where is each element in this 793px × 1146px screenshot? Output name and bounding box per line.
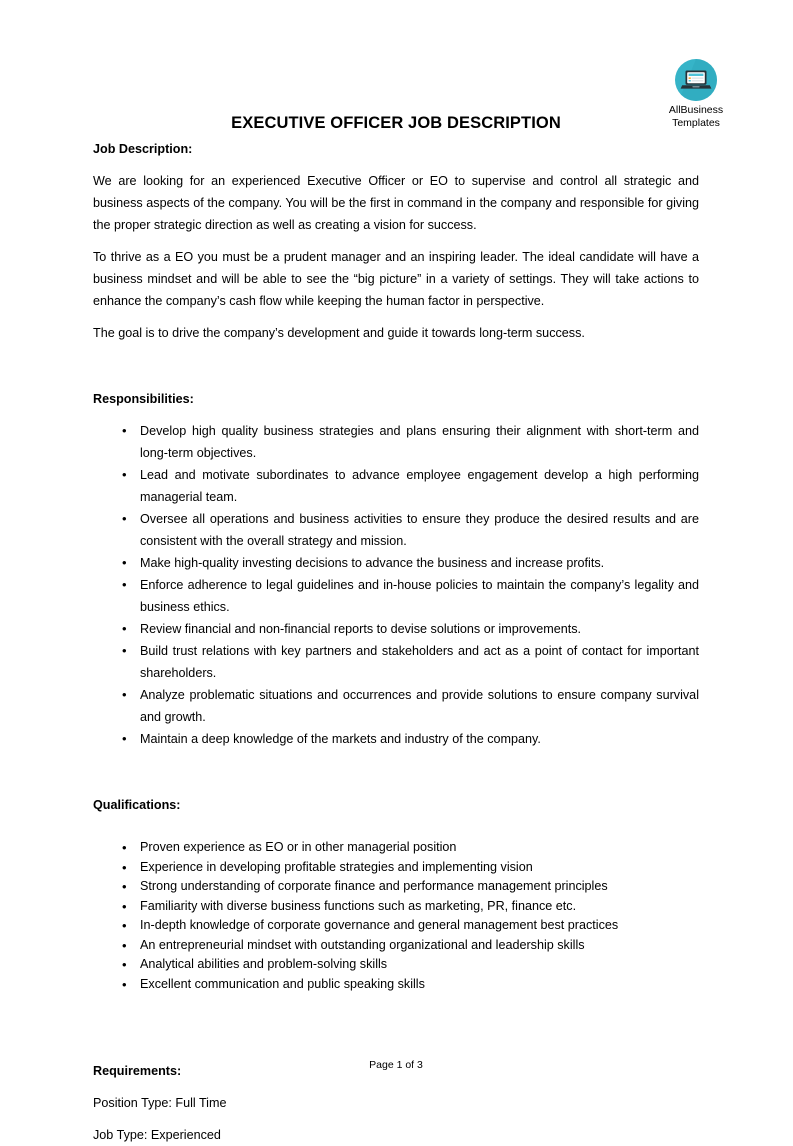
section-heading-requirements: Requirements: — [93, 1064, 182, 1078]
page-title: EXECUTIVE OFFICER JOB DESCRIPTION — [231, 114, 561, 132]
spacer — [93, 1114, 699, 1124]
qualifications-list — [93, 838, 699, 994]
laptop-in-circle-icon — [674, 58, 718, 102]
list-item: • Oversee all operations and business activities to ensure they produce the desired results and are consistent with the overall strategy and mission. — [93, 508, 699, 552]
spacer — [93, 1038, 699, 1060]
list-item: • Strong understanding of corporate finance and performance management principles — [93, 877, 699, 897]
list-item: • Familiarity with diverse business functions such as marketing, PR, finance etc. — [93, 897, 699, 917]
spacer — [93, 160, 699, 170]
spacer — [93, 1082, 699, 1092]
list-item: • Develop high quality business strategies and plans ensuring their alignment with short-term and long-term objectives. — [93, 420, 699, 464]
spacer — [93, 236, 699, 246]
brand-name-line1: AllBusiness — [668, 104, 724, 116]
requirement-job-type: Job Type: Experienced — [93, 1128, 221, 1142]
page-footer: Page 1 of 3 — [369, 1059, 423, 1071]
list-item: • Excellent communication and public speaking skills — [93, 975, 699, 995]
list-item: • Experience in developing profitable strategies and implementing vision — [93, 858, 699, 878]
list-item: • Lead and motivate subordinates to advance employee engagement develop a high performing managerial team. — [93, 464, 699, 508]
list-item: • Maintain a deep knowledge of the markets and industry of the company. — [93, 728, 699, 750]
job-description-paragraph-1: We are looking for an experienced Executive Officer or EO to supervise and control all strategic and business aspects of the company. You will be the first in command in the company and responsible for giving the proper strategic direction as well as creating a vision for success. — [93, 174, 699, 232]
section-heading-qualifications: Qualifications: — [93, 798, 181, 812]
list-item: • Make high-quality investing decisions to advance the business and increase profits. — [93, 552, 699, 574]
responsibilities-list — [93, 420, 699, 750]
list-item: • In-depth knowledge of corporate governance and general management best practices — [93, 916, 699, 936]
spacer — [93, 816, 699, 838]
list-item: • Enforce adherence to legal guidelines and in-house policies to maintain the company’s legality and business ethics. — [93, 574, 699, 618]
spacer — [93, 312, 699, 322]
list-item: • Analytical abilities and problem-solving skills — [93, 955, 699, 975]
section-heading-job-description: Job Description: — [93, 142, 193, 156]
spacer — [93, 994, 699, 1038]
spacer — [93, 344, 699, 388]
spacer — [93, 410, 699, 420]
list-item: • Review financial and non-financial reports to devise solutions or improvements. — [93, 618, 699, 640]
list-item: • Analyze problematic situations and occurrences and provide solutions to ensure company survival and growth. — [93, 684, 699, 728]
spacer — [93, 750, 699, 794]
list-item: • An entrepreneurial mindset with outstanding organizational and leadership skills — [93, 936, 699, 956]
list-item: • Build trust relations with key partners and stakeholders and act as a point of contact for important shareholders. — [93, 640, 699, 684]
list-item: • Proven experience as EO or in other managerial position — [93, 838, 699, 858]
requirement-position-type: Position Type: Full Time — [93, 1096, 227, 1110]
document-body — [93, 138, 699, 1146]
job-description-paragraph-2: To thrive as a EO you must be a prudent manager and an inspiring leader. The ideal candidate will have a business mindset and will be able to see the “big picture” in a variety of settings. They will take actions to enhance the company’s cash flow while keeping the human factor in perspective. — [93, 250, 699, 308]
brand-name-line2: Templates — [672, 116, 720, 129]
section-heading-responsibilities: Responsibilities: — [93, 392, 194, 406]
job-description-paragraph-3: The goal is to drive the company’s development and guide it towards long-term success. — [93, 326, 585, 340]
